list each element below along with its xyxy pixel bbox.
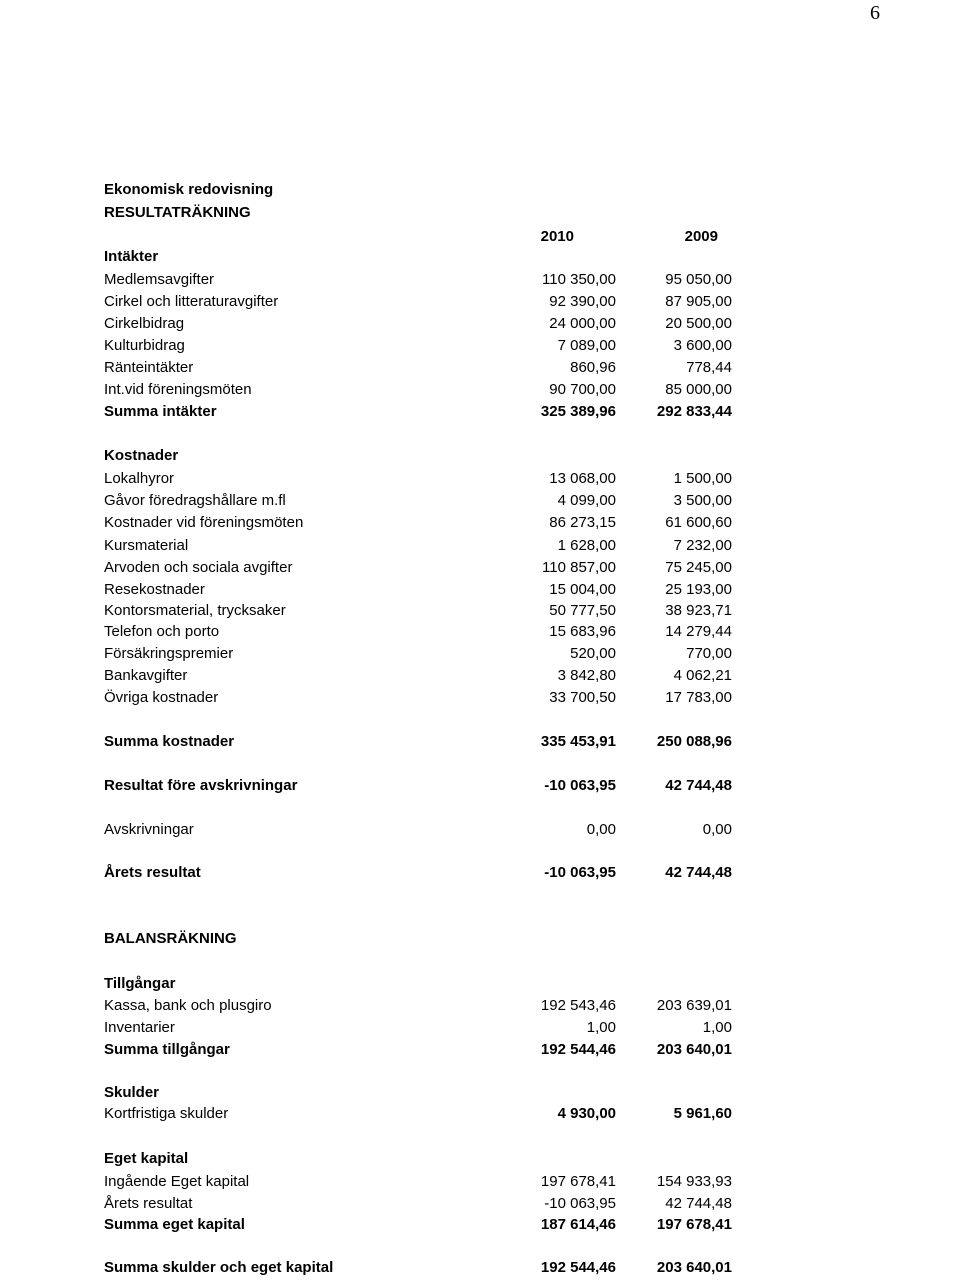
cost-row-2010: 110 857,00 xyxy=(542,559,616,576)
cost-row-2010: 520,00 xyxy=(570,645,616,662)
equity-total-2009: 197 678,41 xyxy=(656,1216,732,1233)
result-before-2010: -10 063,95 xyxy=(544,777,616,794)
income-row-label: Cirkelbidrag xyxy=(104,315,185,332)
grand-total-2010: 192 544,46 xyxy=(540,1259,616,1276)
cost-row-2009: 75 245,00 xyxy=(665,559,732,576)
income-row-2010: 24 000,00 xyxy=(549,315,616,332)
depreciation-2010: 0,00 xyxy=(586,821,616,838)
cost-row-label: Övriga kostnader xyxy=(104,689,219,706)
section-title-balance: BALANSRÄKNING xyxy=(104,930,237,947)
cost-row-2009: 61 600,60 xyxy=(665,514,732,531)
income-row-2009: 87 905,00 xyxy=(665,293,732,310)
income-row-2009: 95 050,00 xyxy=(665,271,732,288)
cost-row-label: Telefon och porto xyxy=(104,623,220,640)
income-total-2009: 292 833,44 xyxy=(656,403,732,420)
cost-row-2009: 1 500,00 xyxy=(673,470,732,487)
cost-row-2009: 17 783,00 xyxy=(665,689,732,706)
income-row-label: Int.vid föreningsmöten xyxy=(104,381,252,398)
annual-result-2010: -10 063,95 xyxy=(544,864,616,881)
equity-heading: Eget kapital xyxy=(104,1150,189,1167)
income-row-2010: 92 390,00 xyxy=(549,293,616,310)
income-row-2009: 3 600,00 xyxy=(673,337,732,354)
income-row-2010: 7 089,00 xyxy=(557,337,616,354)
equity-total-2010: 187 614,46 xyxy=(540,1216,616,1233)
cost-row-label: Gåvor föredragshållare m.fl xyxy=(104,492,286,509)
asset-row-2009: 1,00 xyxy=(702,1019,732,1036)
costs-total-2010: 335 453,91 xyxy=(540,733,616,750)
cost-row-2009: 14 279,44 xyxy=(665,623,732,640)
document-title: Ekonomisk redovisning xyxy=(104,181,274,198)
cost-row-2009: 770,00 xyxy=(686,645,732,662)
cost-row-2010: 15 004,00 xyxy=(549,581,616,598)
income-row-2010: 90 700,00 xyxy=(549,381,616,398)
equity-row-2010: 197 678,41 xyxy=(540,1173,616,1190)
liabilities-heading: Skulder xyxy=(104,1084,160,1101)
cost-row-2010: 86 273,15 xyxy=(549,514,616,531)
cost-row-2010: 50 777,50 xyxy=(549,602,616,619)
income-row-2009: 778,44 xyxy=(686,359,732,376)
income-row-label: Kulturbidrag xyxy=(104,337,185,354)
equity-row-label: Ingående Eget kapital xyxy=(104,1173,250,1190)
asset-row-2010: 1,00 xyxy=(586,1019,616,1036)
depreciation-2009: 0,00 xyxy=(702,821,732,838)
cost-row-label: Försäkringspremier xyxy=(104,645,234,662)
assets-total-label: Summa tillgångar xyxy=(104,1041,230,1058)
cost-row-label: Kostnader vid föreningsmöten xyxy=(104,514,304,531)
costs-total-2009: 250 088,96 xyxy=(656,733,732,750)
cost-row-2009: 3 500,00 xyxy=(673,492,732,509)
asset-row-label: Kassa, bank och plusgiro xyxy=(104,997,272,1014)
income-total-2010: 325 389,96 xyxy=(540,403,616,420)
asset-row-2009: 203 639,01 xyxy=(656,997,732,1014)
costs-heading: Kostnader xyxy=(104,447,179,464)
income-row-label: Ränteintäkter xyxy=(104,359,194,376)
liability-row-2010: 4 930,00 xyxy=(557,1105,616,1122)
annual-result-label: Årets resultat xyxy=(104,864,201,881)
section-title-result: RESULTATRÄKNING xyxy=(104,204,251,221)
cost-row-label: Arvoden och sociala avgifter xyxy=(104,559,293,576)
income-row-2010: 860,96 xyxy=(570,359,616,376)
cost-row-2010: 15 683,96 xyxy=(549,623,616,640)
income-heading: Intäkter xyxy=(104,248,159,265)
cost-row-2010: 33 700,50 xyxy=(549,689,616,706)
grand-total-2009: 203 640,01 xyxy=(656,1259,732,1276)
equity-row-2009: 154 933,93 xyxy=(656,1173,732,1190)
asset-row-2010: 192 543,46 xyxy=(540,997,616,1014)
cost-row-label: Bankavgifter xyxy=(104,667,188,684)
cost-row-2010: 4 099,00 xyxy=(557,492,616,509)
depreciation-label: Avskrivningar xyxy=(104,821,194,838)
cost-row-2009: 7 232,00 xyxy=(673,537,732,554)
grand-total-label: Summa skulder och eget kapital xyxy=(104,1259,334,1276)
income-row-2009: 85 000,00 xyxy=(665,381,732,398)
cost-row-2009: 38 923,71 xyxy=(665,602,732,619)
liability-row-label: Kortfristiga skulder xyxy=(104,1105,229,1122)
costs-total-label: Summa kostnader xyxy=(104,733,235,750)
equity-total-label: Summa eget kapital xyxy=(104,1216,245,1233)
liability-row-2009: 5 961,60 xyxy=(673,1105,732,1122)
income-row-2009: 20 500,00 xyxy=(665,315,732,332)
assets-total-2010: 192 544,46 xyxy=(540,1041,616,1058)
equity-row-2010: -10 063,95 xyxy=(544,1195,616,1212)
assets-heading: Tillgångar xyxy=(104,975,176,992)
cost-row-label: Lokalhyror xyxy=(104,470,175,487)
equity-row-2009: 42 744,48 xyxy=(665,1195,732,1212)
cost-row-2010: 13 068,00 xyxy=(549,470,616,487)
result-before-label: Resultat före avskrivningar xyxy=(104,777,298,794)
income-row-2010: 110 350,00 xyxy=(542,271,616,288)
page-number: 6 xyxy=(870,2,880,24)
cost-row-label: Kursmaterial xyxy=(104,537,189,554)
income-row-label: Cirkel och litteraturavgifter xyxy=(104,293,279,310)
cost-row-label: Kontorsmaterial, trycksaker xyxy=(104,602,286,619)
year-header-2009: 2009 xyxy=(684,228,718,245)
cost-row-2009: 4 062,21 xyxy=(673,667,732,684)
assets-total-2009: 203 640,01 xyxy=(656,1041,732,1058)
income-row-label: Medlemsavgifter xyxy=(104,271,215,288)
asset-row-label: Inventarier xyxy=(104,1019,175,1036)
result-before-2009: 42 744,48 xyxy=(665,777,732,794)
year-header-2010: 2010 xyxy=(540,228,574,245)
annual-result-2009: 42 744,48 xyxy=(665,864,732,881)
cost-row-2010: 1 628,00 xyxy=(557,537,616,554)
cost-row-2010: 3 842,80 xyxy=(557,667,616,684)
income-total-label: Summa intäkter xyxy=(104,403,217,420)
cost-row-label: Resekostnader xyxy=(104,581,205,598)
equity-row-label: Årets resultat xyxy=(104,1195,193,1212)
cost-row-2009: 25 193,00 xyxy=(665,581,732,598)
